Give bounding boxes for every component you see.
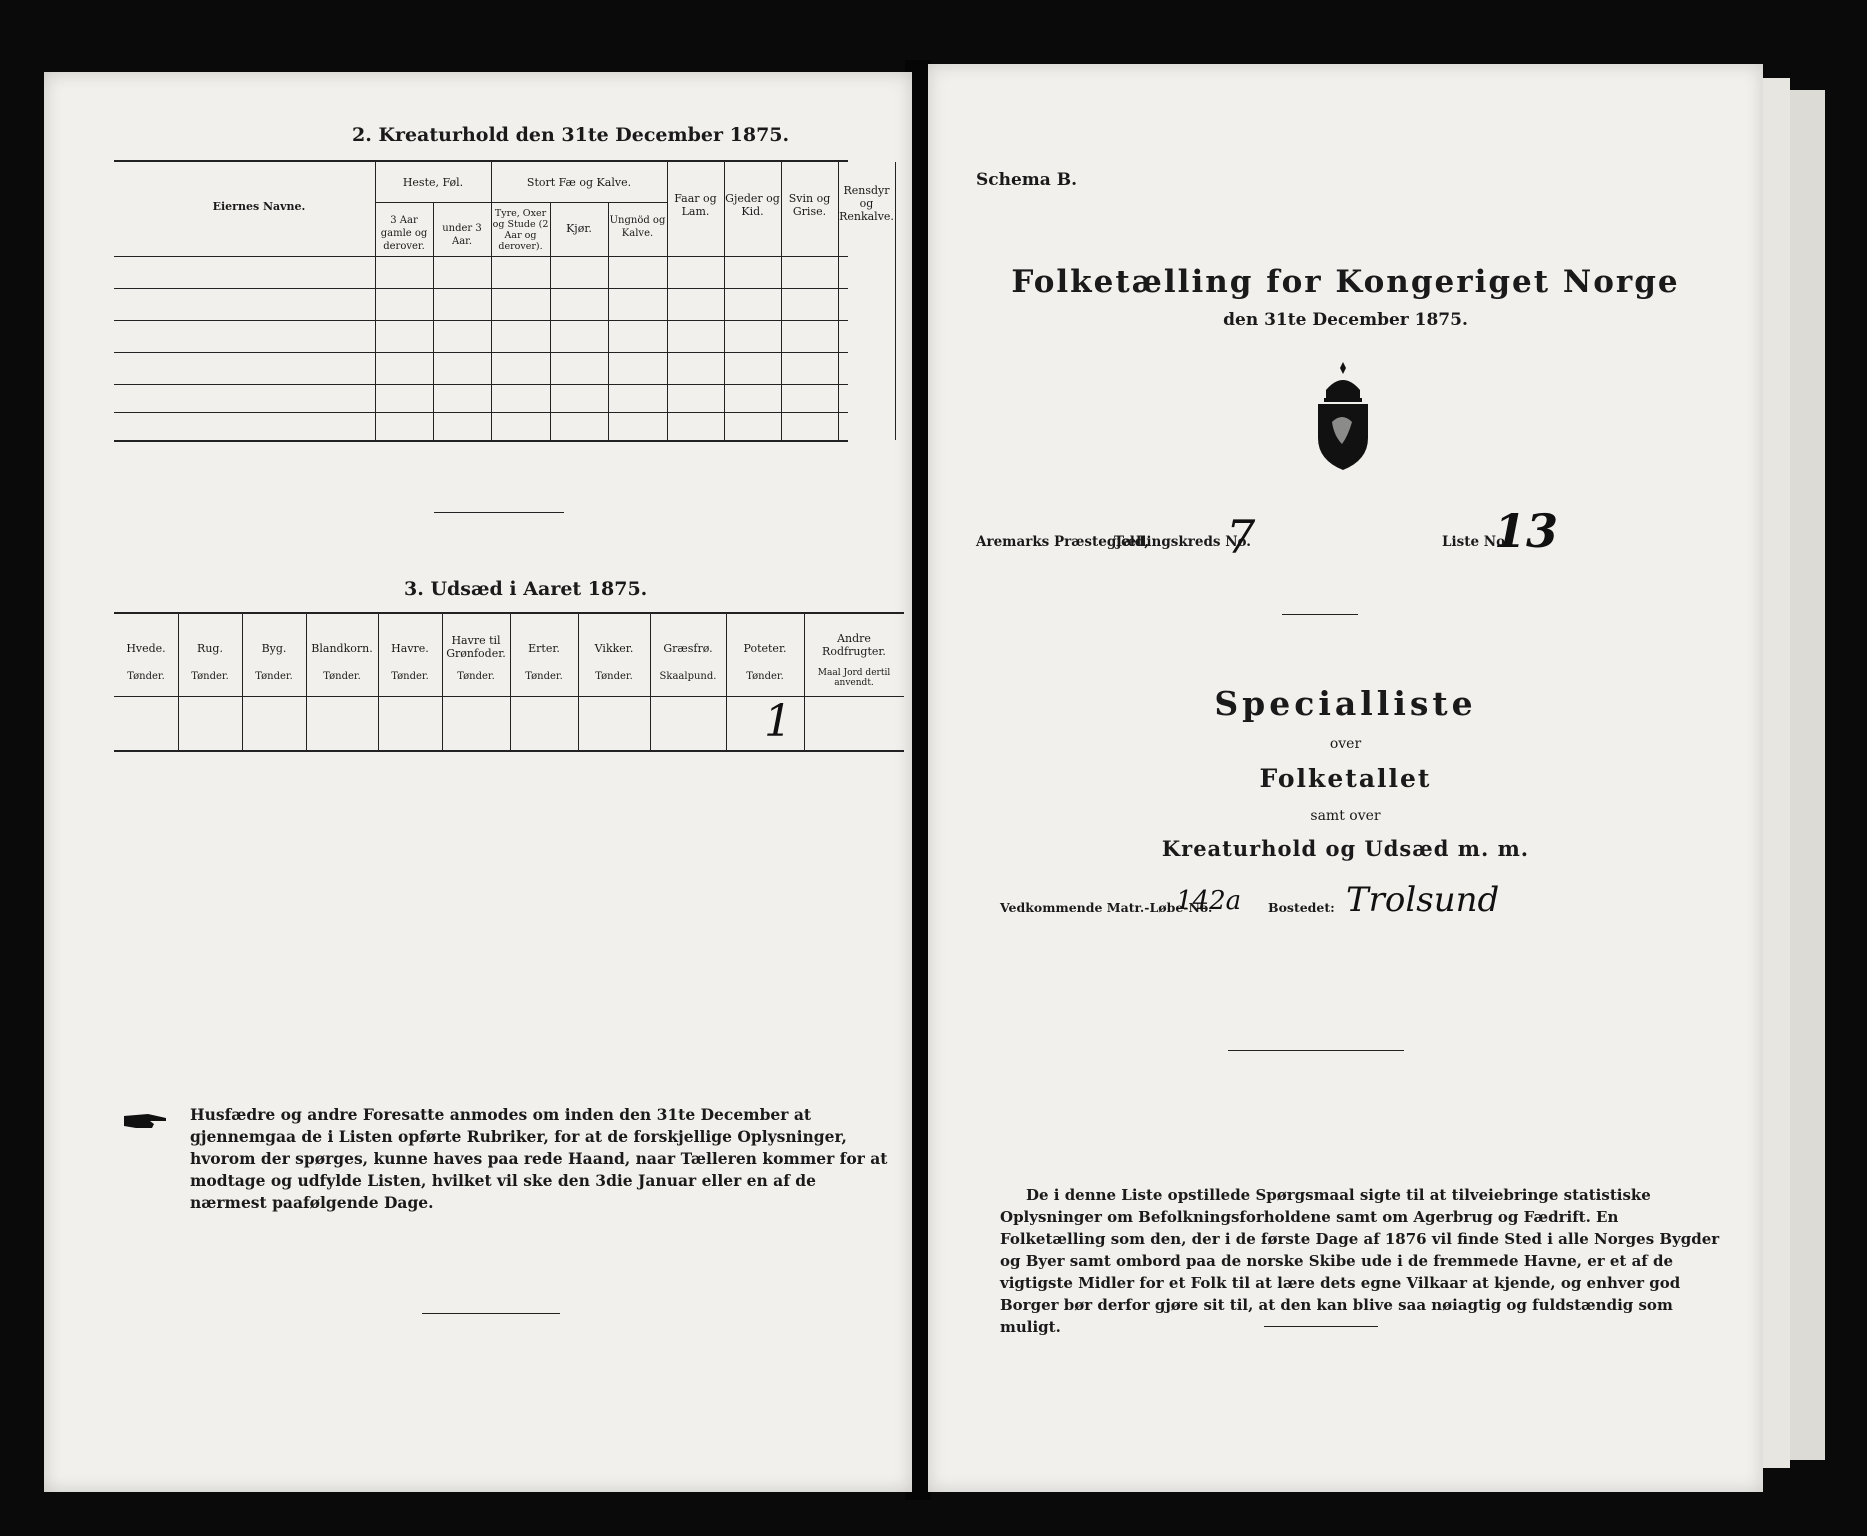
seed-unit: Tønder. [525,671,563,682]
header-young-cattle: Ungnöd og Kalve. [609,215,666,239]
specialliste-title: Specialliste [1214,684,1477,723]
schema-label: Schema B. [976,170,1078,190]
seed-unit: Tønder. [595,671,633,682]
bosted-label: Bostedet: [1268,900,1335,915]
header-cows: Kjør. [566,222,592,235]
matr-label: Vedkommende Matr.-Løbe-No. [1000,900,1213,915]
seed-col-vetch: Vikker. [594,642,634,655]
section3-title: 3. Udsæd i Aaret 1875. [404,578,648,600]
table-rule [114,440,848,442]
row-rule [114,412,848,413]
header-bulls: Tyre, Oxer og Stude (2 Aar og derover). [492,208,549,252]
seed-unit: Tønder. [391,671,429,682]
col-line [895,162,896,440]
bosted-value: Trolsund [1346,880,1500,920]
divider [1228,1050,1404,1051]
header-pigs: Svin og Grise. [788,192,831,218]
notice-text: Husfædre og andre Foresatte anmodes om inden den 31te December at gjennemgaa de i Listen opførte Rubriker, for at de forskjellige Oplysninger, hvorom der spørges, kunne haves paa rede Haand, naar Tælleren kommer for at modtage og udfylde Listen, hvilket vil ske den 3die Januar eller en af de nærmest paafølgende Dage. [190,1105,888,1212]
document-title: Folketælling for Kongeriget Norge [1011,264,1680,300]
table-rule [114,612,904,614]
seed-col-roots: Andre Rodfrugter. [822,632,886,658]
header-rule [114,256,848,257]
samt-over-text: samt over [1310,808,1381,824]
list-label: Liste No. [1442,534,1510,550]
header-cattle: Stort Fæ og Kalve. [526,176,632,189]
parish-label: Aremarks Præstegjeld, [976,534,1150,550]
district-label: Tællingskreds No. [1114,534,1252,550]
row-rule [114,384,848,385]
divider [434,512,564,513]
pointing-hand-icon [122,1110,168,1132]
over-text: over [1329,736,1362,752]
section2-title: 2. Kreaturhold den 31te December 1875. [352,124,790,146]
col-line [491,162,492,440]
col-line [375,162,376,440]
seed-unit: Tønder. [255,671,293,682]
matr-number: 142a [1176,886,1242,916]
kreaturhold-title: Kreaturhold og Udsæd m. m. [1161,836,1530,861]
divider [1264,1326,1378,1327]
subheader-rule [375,202,667,203]
header-horses-old: 3 Aar gamle og derover. [380,215,428,252]
divider [1282,614,1358,615]
right-page [928,64,1763,1492]
header-goats: Gjeder og Kid. [725,192,780,218]
left-page [44,72,912,1492]
seed-unit: Tønder. [746,671,784,682]
row-rule [114,352,848,353]
row-rule [114,288,848,289]
seed-unit: Tønder. [323,671,361,682]
header-horses: Heste, Føl. [402,176,464,189]
row-rule [114,320,848,321]
header-horses-young: under 3 Aar. [442,223,482,247]
seed-unit: Tønder. [127,671,165,682]
folketallet-title: Folketallet [1259,764,1432,793]
seed-col-peas: Erter. [528,642,560,655]
seed-col-mixed: Blandkorn. [311,642,373,655]
header-sheep: Faar og Lam. [674,192,717,218]
census-date: den 31te December 1875. [1223,310,1468,330]
seed-col-green-oats: Havre til Grønfoder. [446,634,506,660]
divider [422,1313,560,1314]
seed-col-oats: Havre. [391,642,429,655]
header-reindeer: Rensdyr og Renkalve. [839,184,894,223]
coat-of-arms-icon [1312,360,1374,472]
table-rule [114,750,904,752]
header-owner: Eiernes Navne. [212,200,306,213]
col-line [550,202,551,440]
seed-unit: Maal Jord dertil anvendt. [817,668,891,688]
seed-col-wheat: Hvede. [126,642,166,655]
footer-text: De i denne Liste opstillede Spørgsmaal sigte til at tilveiebringe statistiske Oplysninger om Befolkningsforholdene samt om Agerbrug og Fædrift. En Folketælling som den, der i de første Dage af 1876 vil finde Sted i alle Norges Bygder og Byer samt ombord paa de norske Skibe ude i de fremmede Havne, er et af de vigtigste Midler for et Folk til at lære dets egne Vilkaar at kjende, og enhver god Borger bør derfor gjøre sit til, at den kan blive saa nøiagtig og fuldstændig som muligt. [1000,1186,1720,1336]
potatoes-value: 1 [764,696,792,747]
seed-col-barley: Byg. [261,642,287,655]
seed-col-rye: Rug. [197,642,223,655]
seed-unit: Tønder. [191,671,229,682]
seed-unit: Tønder. [457,671,495,682]
seed-col-grass: Græsfrø. [663,642,713,655]
seed-col-potatoes: Poteter. [743,642,787,655]
list-number: 13 [1494,504,1559,558]
district-number: 7 [1226,510,1256,564]
table-rule [114,160,848,162]
seed-unit: Skaalpund. [659,671,717,682]
